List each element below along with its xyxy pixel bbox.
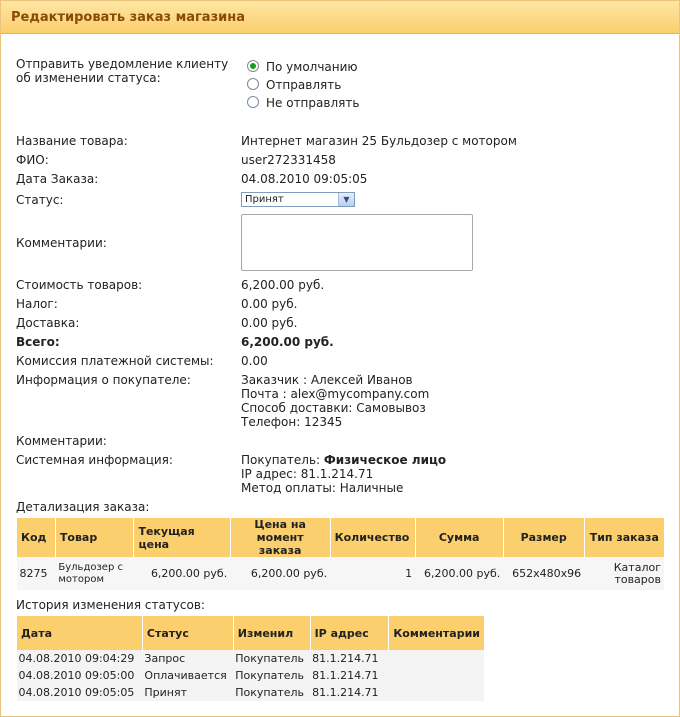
col-order-price: [230, 518, 330, 557]
table-row: [17, 667, 485, 684]
cell-size: 652x480x96: [503, 557, 584, 590]
system-payment: Метод оплаты: Наличные: [241, 481, 404, 495]
delivery-label: Доставка:: [16, 316, 80, 330]
tax-value: 0.00 руб.: [241, 297, 298, 311]
date-value: 04.08.2010 09:05:05: [241, 172, 368, 186]
history-header-row: [17, 616, 485, 650]
cell-product: [55, 557, 134, 590]
cell-type-l1: Каталог: [613, 560, 661, 574]
hcell-comment: [389, 650, 484, 667]
history-title: История изменения статусов:: [16, 598, 205, 612]
hcell-comment: [389, 667, 484, 684]
table-row: [17, 557, 665, 590]
hcell-by: Покупатель: [233, 684, 310, 701]
hcell-ip: 81.1.214.71: [310, 650, 389, 667]
cell-product-l2: мотором: [58, 573, 105, 585]
hcell-date: 04.08.2010 09:05:05: [17, 684, 143, 701]
col-order-price-l2: момент заказа: [256, 531, 304, 557]
hcell-status: Запрос: [142, 650, 233, 667]
detail-header-row: [17, 518, 665, 557]
col-sum: Сумма: [415, 518, 503, 557]
comments-label: Комментарии:: [16, 236, 107, 250]
history-table: [16, 616, 484, 701]
col-code: Код: [17, 518, 56, 557]
col-product: Товар: [55, 518, 134, 557]
radio-dont-send-label[interactable]: Не отправлять: [266, 96, 360, 110]
table-row: [17, 684, 485, 701]
chevron-down-icon[interactable]: ▼: [338, 193, 354, 206]
radio-default[interactable]: [247, 60, 259, 72]
hcell-status: Принят: [142, 684, 233, 701]
hcell-date: 04.08.2010 09:05:00: [17, 667, 143, 684]
system-label: Системная информация:: [16, 453, 173, 467]
hcell-ip: 81.1.214.71: [310, 684, 389, 701]
fio-value: user272331458: [241, 153, 336, 167]
commission-label: Комиссия платежной системы:: [16, 354, 214, 368]
cell-sum: 6,200.00 руб.: [415, 557, 503, 590]
buyer-label: Информация о покупателе:: [16, 373, 191, 387]
status-select[interactable]: [241, 192, 355, 207]
hcell-comment: [389, 684, 484, 701]
hcell-status: Оплачивается: [142, 667, 233, 684]
detail-title: Детализация заказа:: [16, 500, 150, 514]
system-ip: IP адрес: 81.1.214.71: [241, 467, 374, 481]
hcell-date: 04.08.2010 09:04:29: [17, 650, 143, 667]
page-title: Редактировать заказ магазина: [11, 10, 245, 25]
hcol-by: Изменил: [233, 616, 310, 650]
col-size: Размер: [503, 518, 584, 557]
hcol-date: Дата: [17, 616, 143, 650]
col-qty: Количество: [330, 518, 415, 557]
hcell-by: Покупатель: [233, 667, 310, 684]
status-select-value: Принят: [245, 194, 284, 205]
system-buyer: [241, 453, 446, 467]
fio-label: ФИО:: [16, 153, 49, 167]
hcol-comment: Комментарии: [389, 616, 484, 650]
comments2-label: Комментарии:: [16, 434, 107, 448]
cell-type: [584, 557, 664, 590]
cell-product-l1: Бульдозер с: [58, 561, 123, 573]
radio-send-label[interactable]: Отправлять: [266, 78, 342, 92]
radio-default-label[interactable]: По умолчанию: [266, 60, 358, 74]
cost-label: Стоимость товаров:: [16, 278, 143, 292]
hcol-status: Статус: [142, 616, 233, 650]
comments-textarea[interactable]: [241, 214, 473, 271]
total-label: Всего:: [16, 335, 60, 349]
col-order-price-l1: Цена на: [254, 518, 306, 531]
cell-code: 8275: [17, 557, 56, 590]
commission-value: 0.00: [241, 354, 268, 368]
radio-dont-send[interactable]: [247, 96, 259, 108]
cell-current-price: 6,200.00 руб.: [134, 557, 230, 590]
hcell-ip: 81.1.214.71: [310, 667, 389, 684]
tax-label: Налог:: [16, 297, 58, 311]
buyer-line: Почта : alex@mycompany.com: [241, 387, 430, 401]
delivery-value: 0.00 руб.: [241, 316, 298, 330]
panel-header: [1, 1, 679, 34]
total-value: 6,200.00 руб.: [241, 335, 334, 349]
cost-value: 6,200.00 руб.: [241, 278, 325, 292]
hcol-ip: IP адрес: [310, 616, 389, 650]
system-buyer-type: Физическое лицо: [323, 453, 447, 467]
product-label: Название товара:: [16, 134, 128, 148]
cell-order-price: 6,200.00 руб.: [230, 557, 330, 590]
date-label: Дата Заказа:: [16, 172, 99, 186]
product-value: Интернет магазин 25 Бульдозер с мотором: [241, 134, 517, 148]
col-current-price: Текущая цена: [134, 518, 230, 557]
notify-label-line2: об изменении статуса:: [16, 71, 161, 85]
buyer-line: Способ доставки: Самовывоз: [241, 401, 426, 415]
radio-send[interactable]: [247, 78, 259, 90]
table-row: [17, 650, 485, 667]
hcell-by: Покупатель: [233, 650, 310, 667]
system-buyer-prefix: Покупатель:: [241, 453, 324, 467]
col-type: Тип заказа: [584, 518, 664, 557]
status-label: Статус:: [16, 193, 64, 207]
buyer-line: Заказчик : Алексей Иванов: [241, 373, 413, 387]
cell-type-l2: товаров: [614, 572, 661, 586]
cell-qty: 1: [330, 557, 415, 590]
detail-table: [16, 518, 664, 590]
buyer-line: Телефон: 12345: [241, 415, 343, 429]
notify-label-line1: Отправить уведомление клиенту: [16, 57, 229, 71]
